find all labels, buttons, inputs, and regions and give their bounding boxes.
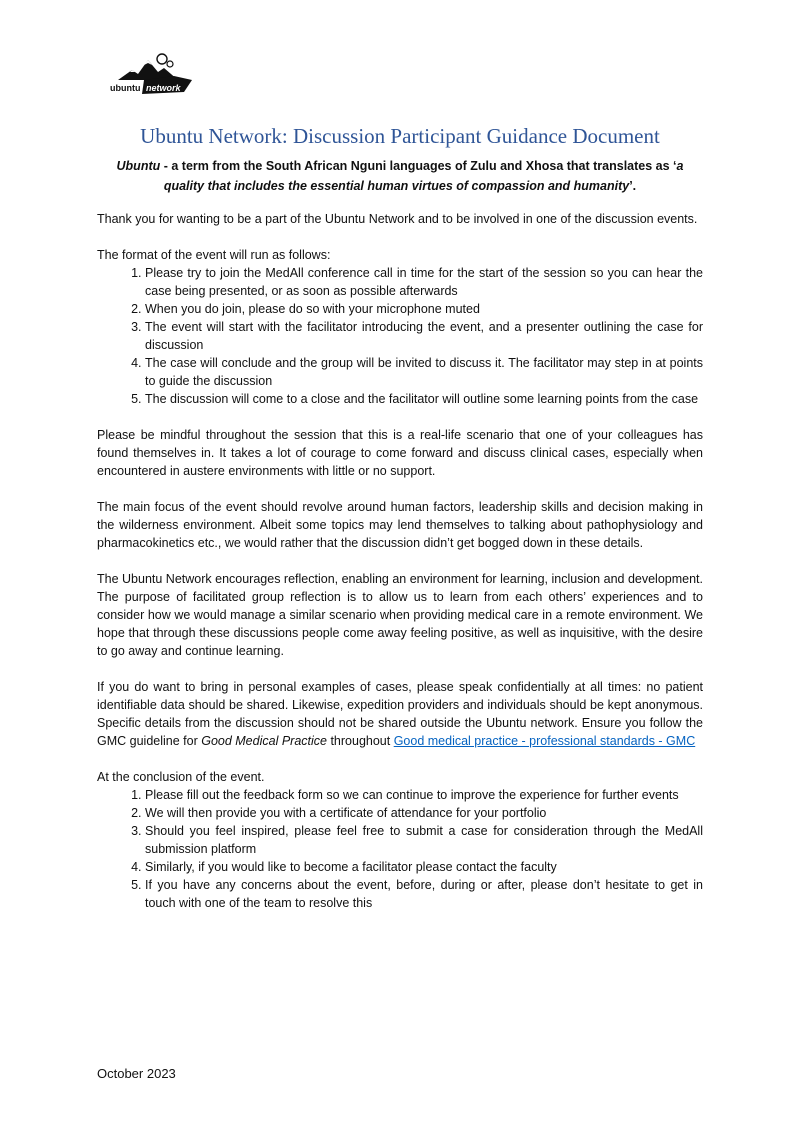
definition-intro: - a term from the South African Nguni languages of Zulu and Xhosa that translates as ‘: [160, 159, 677, 173]
list-item: 5. The discussion will come to a close and the facilitator will outline some learning points from the case: [145, 390, 703, 408]
ubuntu-definition: [100, 156, 700, 196]
confidentiality-text: If you do want to bring in personal examples of cases, please speak confidentially at all times: no patient identifiable data should be shared. Likewise, expedition providers and individuals should be kept anonymous. Specific details from the discussion should not be shared outside the Ubuntu network. Ensure you follow the GMC guideline for: [97, 680, 703, 748]
list-item: 5. If you have any concerns about the event, before, during or after, please don’t hesitate to get in touch with one of the team to resolve this: [145, 876, 703, 912]
reflection-paragraph: The Ubuntu Network encourages reflection, enabling an environment for learning, inclusion and development. The purpose of facilitated group reflection is to allow us to learn from each others’ experiences and to consider how we would manage a similar scenario when providing medical care in a remote environment. We hope that through these discussions people come away feeling positive, as well as inquisitive, with the desire to go away and continue learning.: [97, 572, 703, 658]
good-medical-practice-italic: Good Medical Practice: [201, 734, 327, 748]
ubuntu-term: Ubuntu: [116, 159, 161, 173]
list-item: 1. Please fill out the feedback form so we can continue to improve the experience for further events: [145, 786, 703, 804]
footer-date: October 2023: [97, 1066, 176, 1081]
definition-text: a quality that includes the essential human virtues of compassion and humanity: [163, 159, 684, 193]
format-list: [97, 264, 703, 408]
confidentiality-paragraph: [97, 678, 703, 750]
list-item: 4. The case will conclude and the group will be invited to discuss it. The facilitator may step in at points to guide the discussion: [145, 354, 703, 390]
list-item: 4. Similarly, if you would like to become a facilitator please contact the faculty: [145, 858, 703, 876]
gmc-guideline-link[interactable]: Good medical practice - professional standards - GMC: [393, 734, 696, 748]
conclusion-heading: At the conclusion of the event.: [97, 770, 265, 784]
mountain-logo-icon: [108, 50, 198, 100]
list-item: 1. Please try to join the MedAll conference call in time for the start of the session so you can hear the case being presented, or as soon as possible afterwards: [145, 264, 703, 300]
definition-end: ’.: [629, 179, 637, 193]
list-item: 2. When you do join, please do so with your microphone muted: [145, 300, 703, 318]
intro-paragraph: Thank you for wanting to be a part of the Ubuntu Network and to be involved in one of the discussion events.: [97, 212, 698, 226]
svg-text:network: network: [146, 83, 181, 93]
mindful-paragraph: Please be mindful throughout the session that this is a real-life scenario that one of your colleagues has found themselves in. It takes a lot of courage to come forward and discuss clinical cases, especially when encountered in austere environments with little or no support.: [97, 428, 703, 478]
document-title: Ubuntu Network: Discussion Participant Guidance Document: [140, 124, 660, 148]
list-item: 3. The event will start with the facilitator introducing the event, and a presenter outlining the case for discussion: [145, 318, 703, 354]
document-body: [97, 210, 703, 930]
list-item: 3. Should you feel inspired, please feel free to submit a case for consideration through the MedAll submission platform: [145, 822, 703, 858]
confidentiality-after: throughout: [326, 734, 394, 748]
conclusion-list: [97, 786, 703, 912]
format-heading: The format of the event will run as follows:: [97, 248, 331, 262]
svg-text:ubuntu: ubuntu: [110, 83, 141, 93]
ubuntu-network-logo: [108, 50, 198, 100]
list-item: 2. We will then provide you with a certificate of attendance for your portfolio: [145, 804, 703, 822]
focus-paragraph: The main focus of the event should revolve around human factors, leadership skills and decision making in the wilderness environment. Albeit some topics may lend themselves to talking about pathophysiology and pharmacokinetics etc., we would rather that the discussion didn’t get bogged down in these details.: [97, 500, 703, 550]
